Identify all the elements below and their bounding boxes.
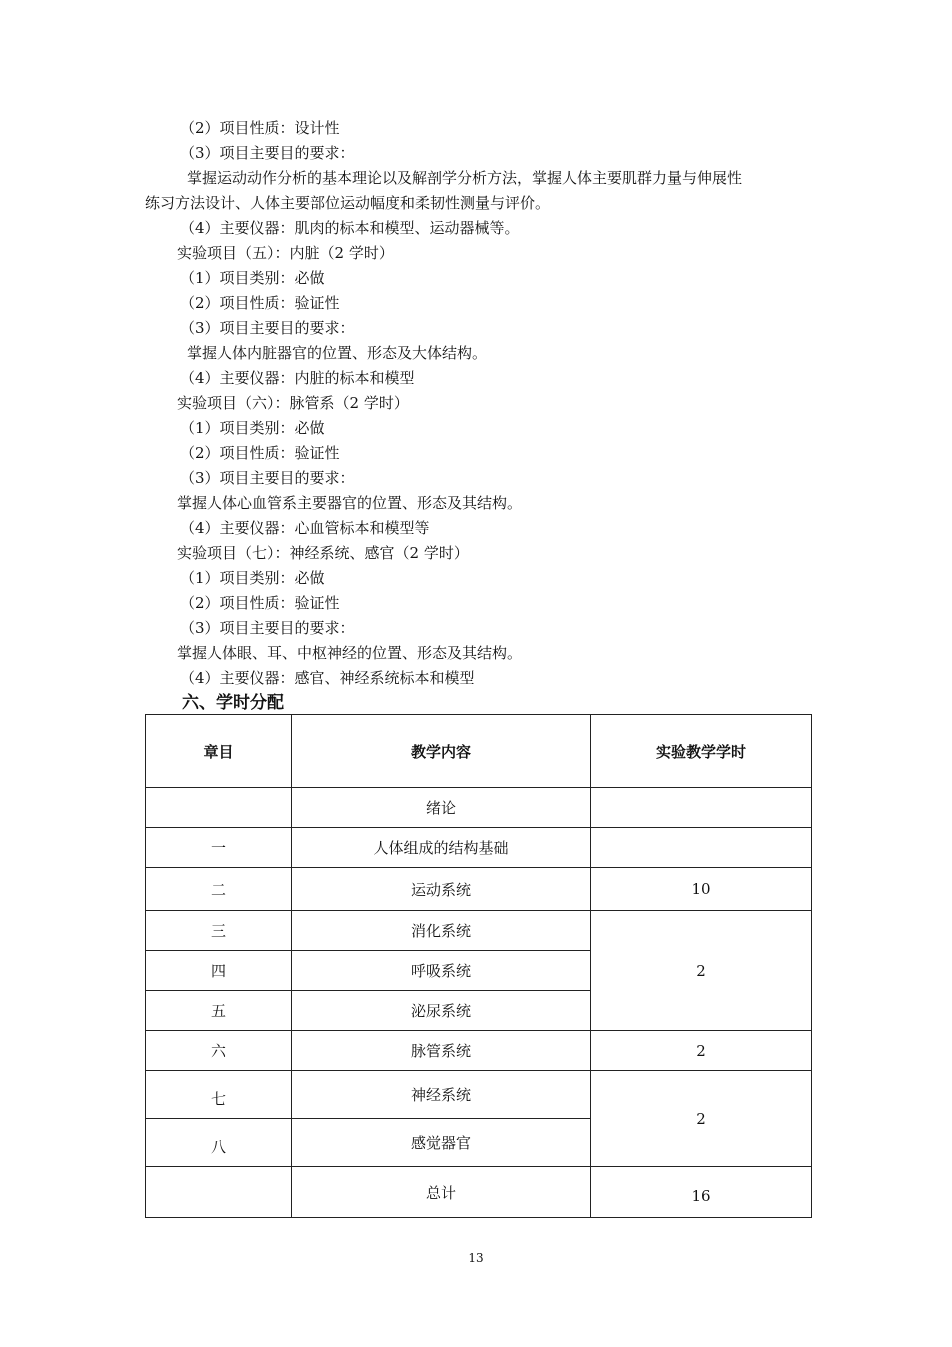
experiment-title: 实验项目（六）：脉管系（2 学时） xyxy=(177,394,409,412)
text-line: （1）项目类别：必做 xyxy=(180,569,325,587)
text-line: 练习方法设计、人体主要部位运动幅度和柔韧性测量与评价。 xyxy=(145,194,551,212)
total-label-cell: 总计 xyxy=(292,1167,591,1218)
text-line: （2）项目性质：验证性 xyxy=(180,294,340,312)
hours-table xyxy=(145,714,812,1218)
hours-cell xyxy=(591,788,812,828)
content-cell: 感觉器官 xyxy=(292,1119,591,1167)
table-row xyxy=(146,1071,812,1119)
table-row xyxy=(146,1031,812,1071)
experiment-title: 实验项目（七）：神经系统、感官（2 学时） xyxy=(177,544,469,562)
table-row-total xyxy=(146,1167,812,1218)
text-line: （2）项目性质：设计性 xyxy=(180,119,340,137)
hours-cell xyxy=(591,828,812,868)
chapter-cell: 一 xyxy=(146,828,292,868)
text-line: （3）项目主要目的要求： xyxy=(180,469,355,487)
chapter-cell xyxy=(146,1167,292,1218)
table-row xyxy=(146,911,812,951)
table-row xyxy=(146,788,812,828)
text-line: 掌握运动动作分析的基本理论以及解剖学分析方法，掌握人体主要肌群力量与伸展性 xyxy=(187,169,743,187)
text-line: （4）主要仪器：肌肉的标本和模型、运动器械等。 xyxy=(180,219,520,237)
table-row xyxy=(146,868,812,911)
text-line: 掌握人体内脏器官的位置、形态及大体结构。 xyxy=(187,344,488,362)
hours-cell: 10 xyxy=(591,868,812,911)
text-line: （2）项目性质：验证性 xyxy=(180,444,340,462)
chapter-cell: 二 xyxy=(146,868,292,911)
content-cell: 脉管系统 xyxy=(292,1031,591,1071)
hours-cell: 2 xyxy=(591,911,812,1031)
header-content: 教学内容 xyxy=(292,715,591,788)
header-chapter: 章目 xyxy=(146,715,292,788)
section-heading: 六、学时分配 xyxy=(182,693,284,713)
experiment-title: 实验项目（五）：内脏（2 学时） xyxy=(177,244,394,262)
content-cell: 绪论 xyxy=(292,788,591,828)
chapter-cell: 七 xyxy=(146,1071,292,1119)
chapter-cell: 三 xyxy=(146,911,292,951)
text-line: 掌握人体眼、耳、中枢神经的位置、形态及其结构。 xyxy=(177,644,523,662)
hours-cell: 2 xyxy=(591,1071,812,1167)
chapter-cell xyxy=(146,788,292,828)
chapter-cell: 八 xyxy=(146,1119,292,1167)
hours-cell: 2 xyxy=(591,1031,812,1071)
content-cell: 泌尿系统 xyxy=(292,991,591,1031)
text-line: 掌握人体心血管系主要器官的位置、形态及其结构。 xyxy=(177,494,523,512)
total-hours-cell: 16 xyxy=(591,1167,812,1218)
chapter-cell: 六 xyxy=(146,1031,292,1071)
content-cell: 呼吸系统 xyxy=(292,951,591,991)
table-header-row xyxy=(146,715,812,788)
text-line: （3）项目主要目的要求： xyxy=(180,619,355,637)
chapter-cell: 五 xyxy=(146,991,292,1031)
text-line: （3）项目主要目的要求： xyxy=(180,319,355,337)
text-line: （4）主要仪器：感官、神经系统标本和模型 xyxy=(180,669,475,687)
chapter-cell: 四 xyxy=(146,951,292,991)
content-cell: 人体组成的结构基础 xyxy=(292,828,591,868)
content-cell: 神经系统 xyxy=(292,1071,591,1119)
page-number: 13 xyxy=(468,1251,484,1265)
text-line: （3）项目主要目的要求： xyxy=(180,144,355,162)
content-cell: 运动系统 xyxy=(292,868,591,911)
text-line: （2）项目性质：验证性 xyxy=(180,594,340,612)
content-cell: 消化系统 xyxy=(292,911,591,951)
text-line: （1）项目类别：必做 xyxy=(180,419,325,437)
table-row xyxy=(146,828,812,868)
text-line: （4）主要仪器：内脏的标本和模型 xyxy=(180,369,415,387)
header-hours: 实验教学学时 xyxy=(591,715,812,788)
text-line: （4）主要仪器：心血管标本和模型等 xyxy=(180,519,430,537)
text-line: （1）项目类别：必做 xyxy=(180,269,325,287)
